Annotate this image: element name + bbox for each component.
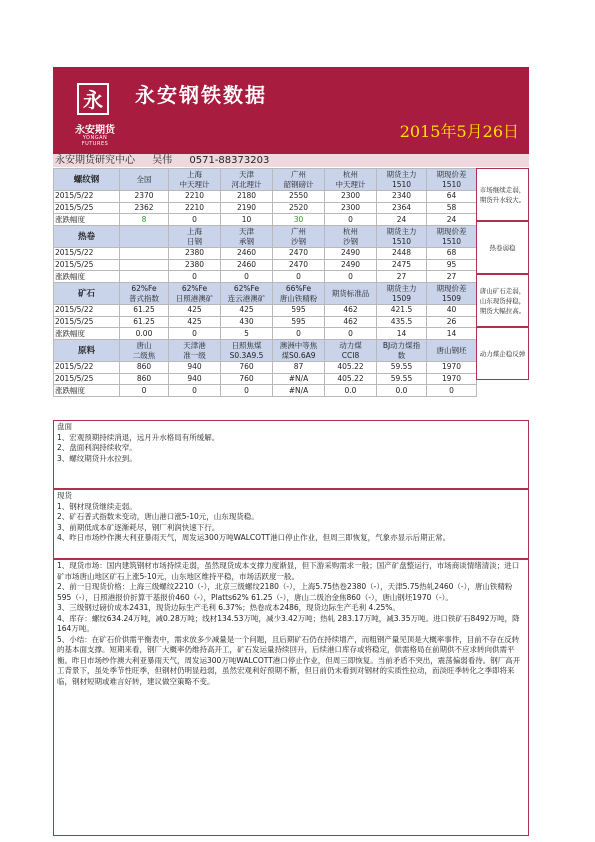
value-cell: 421.5 xyxy=(377,305,427,317)
price-table xyxy=(53,168,477,397)
section-label: 矿石 xyxy=(54,282,120,304)
value-cell: 405.22 xyxy=(325,362,377,374)
value-cell: 860 xyxy=(120,362,169,374)
row-date-cell: 2015/5/25 xyxy=(54,373,120,385)
text-line: 2、矿石普式指数未变动，唐山港口涨5-10元，山东现货稳。 xyxy=(57,512,259,521)
value-cell: 2550 xyxy=(273,191,325,203)
value-cell: 10 xyxy=(221,214,273,226)
value-cell: 425 xyxy=(169,305,221,317)
value-cell: 0 xyxy=(221,385,273,397)
table-row xyxy=(54,362,477,374)
value-cell: 14 xyxy=(427,328,477,340)
row-date-cell: 2015/5/22 xyxy=(54,362,120,374)
column-header: 期货主力 1510 xyxy=(377,169,427,191)
value-cell: 61.25 xyxy=(120,316,169,328)
text-line: 2、盘面利润持续收窄。 xyxy=(57,443,137,452)
value-cell: 760 xyxy=(221,373,273,385)
table-row xyxy=(54,385,477,397)
text-line: 4、昨日市场纱作澳大利亚暴雨天气，周发运300万吨WALCOTT港口停止作业，但周三即恢复，气象亦显示后期正常。 xyxy=(57,533,451,542)
logo-text-en: YONGAN FUTURES xyxy=(81,135,109,147)
row-date-cell: 2015/5/22 xyxy=(54,305,120,317)
column-header: 杭州 中天理计 xyxy=(325,169,377,191)
author-name: 吴伟 xyxy=(152,155,173,166)
value-cell: 0 xyxy=(427,385,477,397)
value-cell: 26 xyxy=(427,316,477,328)
value-cell: 2460 xyxy=(221,259,273,271)
column-header: 动力煤 CCI8 xyxy=(325,339,377,361)
value-cell: 0 xyxy=(169,328,221,340)
value-cell: 2380 xyxy=(169,248,221,260)
row-date-cell: 涨跌幅度 xyxy=(54,385,120,397)
value-cell: 2520 xyxy=(273,202,325,214)
column-header: 期现价差 1509 xyxy=(427,282,477,304)
value-cell: 2490 xyxy=(325,248,377,260)
row-date-cell: 涨跌幅度 xyxy=(54,328,120,340)
text-line: 3、三级钢过磅价成本2431，现货边际生产毛利 6.37%；热卷成本2486，现货边际生产毛利 4.25%。 xyxy=(57,603,400,612)
row-date-cell: 涨跌幅度 xyxy=(54,214,120,226)
column-header: 62%Fe 日照港澳矿 xyxy=(169,282,221,304)
value-cell: 0.0 xyxy=(325,385,377,397)
value-cell: 27 xyxy=(427,271,477,283)
column-header: 日照焦煤 S0.3A9.5 xyxy=(221,339,273,361)
value-cell: 0 xyxy=(221,271,273,283)
column-header: 期现价差 1510 xyxy=(427,225,477,247)
value-cell: 14 xyxy=(377,328,427,340)
value-cell: 2210 xyxy=(169,191,221,203)
table-row xyxy=(54,214,477,226)
text-line: 5、小结：在矿石价供需平衡表中，需求放多少减量是一个问题，且后期矿石仍在持续增产，而粗钢产量见顶是大概率事件，目前不存在反转的基本面支撑。短期来看，钢厂大概率仍维持高开工，矿石发运量持续回升，后续港口库存或将稳定，供需格局在前期供不应求转向供需平衡。昨日市场纱作澳大利亚暴雨天气，周发运300万吨WALCOTT港口停止作业，但周三即恢复。当前矛盾不突出，震荡偏弱看待。钢厂高开工背景下，虽处季节性旺季，但钢材仍明显趋弱，虽然宏观利好预期不断，但日前仍未看到对钢材的实质性拉动，而淡旺季转化之季即将来临，钢材短期或难言好转，建议做空策略不变。 xyxy=(57,634,521,686)
report-date: 2015年5月26日 xyxy=(399,122,519,141)
text-line: 1、现货市场：国内建筑钢材市场持续走弱，虽然现货成本支撑力度渐显，但下游采购需求一般；国产矿盘整运行，市场商谈情绪清淡；进口矿市场唐山地区矿石上涨5-10元，山东地区维持平稳，市场活跃度一般。 xyxy=(57,561,520,581)
value-cell: 68 xyxy=(427,248,477,260)
value-cell: 2362 xyxy=(120,202,169,214)
value-cell: 435.5 xyxy=(377,316,427,328)
value-cell: 1970 xyxy=(427,373,477,385)
value-cell: 2470 xyxy=(273,248,325,260)
futures-panel-title: 盘面 xyxy=(57,422,72,431)
text-line: 3、螺纹期货升水拉到。 xyxy=(57,453,137,463)
value-cell: 462 xyxy=(325,305,377,317)
value-cell: 59.55 xyxy=(377,362,427,374)
row-date-cell: 2015/5/22 xyxy=(54,248,120,260)
value-cell: 24 xyxy=(377,214,427,226)
value-cell: 30 xyxy=(273,214,325,226)
value-cell: 2190 xyxy=(221,202,273,214)
value-cell: 0.00 xyxy=(120,328,169,340)
column-header: 期现价差 1510 xyxy=(427,169,477,191)
value-cell: 0 xyxy=(325,328,377,340)
org-name: 永安期货研究中心 xyxy=(55,155,135,166)
value-cell xyxy=(120,271,169,283)
author-phone: 0571-88373203 xyxy=(189,155,270,166)
value-cell: 61.25 xyxy=(120,305,169,317)
text-line: 4、库存：螺纹634.24万吨，减0.28万吨；线材134.53万吨，减少3.42万吨；热轧 283.17万吨，减3.35万吨。进口铁矿石8492万吨，降164万吨。 xyxy=(57,613,520,633)
logo-mark-icon: 永 xyxy=(77,83,109,115)
section-header-row xyxy=(54,169,477,191)
value-cell: 940 xyxy=(169,373,221,385)
column-header: 澳洲中等焦 煤S0.6A9 xyxy=(273,339,325,361)
logo-text-cn: 永安期货 xyxy=(75,125,115,136)
table-row xyxy=(54,305,477,317)
row-date-cell: 2015/5/22 xyxy=(54,191,120,203)
value-cell: 2300 xyxy=(325,202,377,214)
value-cell: 940 xyxy=(169,362,221,374)
value-cell: 2460 xyxy=(221,248,273,260)
section-header-row xyxy=(54,282,477,304)
row-date-cell: 涨跌幅度 xyxy=(54,271,120,283)
table-row xyxy=(54,316,477,328)
value-cell: 8 xyxy=(120,214,169,226)
table-row xyxy=(54,191,477,203)
futures-panel xyxy=(53,420,529,489)
value-cell: 58 xyxy=(427,202,477,214)
column-header: 唐山钢坯 xyxy=(427,339,477,361)
column-header: 天津港 准一级 xyxy=(169,339,221,361)
value-cell: 2470 xyxy=(273,259,325,271)
column-header: BJ动力煤指 数 xyxy=(377,339,427,361)
value-cell: 405.22 xyxy=(325,373,377,385)
value-cell: 430 xyxy=(221,316,273,328)
column-header: 期货主力 1509 xyxy=(377,282,427,304)
column-header: 上海 日钢 xyxy=(169,225,221,247)
column-header: 期货标准品 xyxy=(325,282,377,304)
value-cell xyxy=(120,259,169,271)
column-header: 广州 沙钢 xyxy=(273,225,325,247)
author-line xyxy=(53,154,529,167)
value-cell: 0 xyxy=(169,385,221,397)
value-cell: 2448 xyxy=(377,248,427,260)
summary-panel xyxy=(53,559,529,836)
value-cell: 2340 xyxy=(377,191,427,203)
value-cell: 0 xyxy=(169,214,221,226)
table-row xyxy=(54,271,477,283)
value-cell: 2380 xyxy=(169,259,221,271)
text-line: 1、钢材现货继续走弱。 xyxy=(57,501,137,511)
section-header-row xyxy=(54,225,477,247)
value-cell xyxy=(120,248,169,260)
report-title: 永安钢铁数据 xyxy=(135,83,267,107)
value-cell: 64 xyxy=(427,191,477,203)
spot-panel-title: 现货 xyxy=(57,491,72,500)
section-label: 热卷 xyxy=(54,225,120,247)
row-date-cell: 2015/5/25 xyxy=(54,202,120,214)
section-comment: 唐山矿石走弱，山东现货持稳，期货大幅拉高。 xyxy=(476,274,529,327)
value-cell: 2490 xyxy=(325,259,377,271)
column-header: 广州 韶钢磅计 xyxy=(273,169,325,191)
value-cell: 59.55 xyxy=(377,373,427,385)
value-cell: 462 xyxy=(325,316,377,328)
value-cell: #N/A xyxy=(273,373,325,385)
section-header-row xyxy=(54,339,477,361)
column-header: 62%Fe 连云港澳矿 xyxy=(221,282,273,304)
value-cell: 2370 xyxy=(120,191,169,203)
value-cell: 0 xyxy=(325,271,377,283)
section-comment: 热卷弱稳 xyxy=(476,221,529,274)
text-line: 1、宏观预期持续消退，远月升水格局有所缓解。 xyxy=(57,432,220,442)
table-row xyxy=(54,202,477,214)
section-label: 螺纹钢 xyxy=(54,169,120,191)
section-label: 原料 xyxy=(54,339,120,361)
value-cell: 595 xyxy=(273,305,325,317)
section-comment: 市场继续走弱，期货升水较大。 xyxy=(476,168,529,221)
spot-panel xyxy=(53,489,529,559)
value-cell: #N/A xyxy=(273,385,325,397)
table-row xyxy=(54,328,477,340)
company-logo xyxy=(71,83,117,145)
value-cell: 0 xyxy=(273,271,325,283)
column-header: 上海 中天理计 xyxy=(169,169,221,191)
row-date-cell: 2015/5/25 xyxy=(54,316,120,328)
column-header: 杭州 沙钢 xyxy=(325,225,377,247)
column-header: 天津 承钢 xyxy=(221,225,273,247)
value-cell: 860 xyxy=(120,373,169,385)
text-line: 3、前期低成本矿逐渐耗尽，钢厂利润快速下行。 xyxy=(57,522,220,532)
value-cell: 95 xyxy=(427,259,477,271)
value-cell: 87 xyxy=(273,362,325,374)
table-row xyxy=(54,373,477,385)
column-header: 66%Fe 唐山铁精粉 xyxy=(273,282,325,304)
column-header xyxy=(120,225,169,247)
section-comment: 动力煤企稳反弹 xyxy=(476,327,529,380)
value-cell: 425 xyxy=(221,305,273,317)
value-cell: 27 xyxy=(377,271,427,283)
header-banner xyxy=(53,67,529,157)
table-row xyxy=(54,259,477,271)
value-cell: 0 xyxy=(325,214,377,226)
value-cell: 2210 xyxy=(169,202,221,214)
value-cell: 1970 xyxy=(427,362,477,374)
value-cell: 2300 xyxy=(325,191,377,203)
value-cell: 24 xyxy=(427,214,477,226)
value-cell: 2180 xyxy=(221,191,273,203)
value-cell: 595 xyxy=(273,316,325,328)
column-header: 62%Fe 普式指数 xyxy=(120,282,169,304)
value-cell: 425 xyxy=(169,316,221,328)
column-header: 天津 河北理计 xyxy=(221,169,273,191)
value-cell: 0.0 xyxy=(377,385,427,397)
column-header: 全国 xyxy=(120,169,169,191)
text-line: 2、前一日现货价格：上海三级螺纹2210（-），北京三级螺纹2180（-），上海5.75热卷2380（-），天津5.75热轧2460（-），唐山铁精粉595（-），日照港报价折算干基报价460（-），Platts62% 61.25（-），唐山二级冶金焦860（-），唐山钢坯1970（-）。 xyxy=(57,582,513,602)
column-header: 期货主力 1510 xyxy=(377,225,427,247)
value-cell: 2475 xyxy=(377,259,427,271)
value-cell: 40 xyxy=(427,305,477,317)
value-cell: 0 xyxy=(169,271,221,283)
value-cell: 760 xyxy=(221,362,273,374)
value-cell: 0 xyxy=(273,328,325,340)
table-row xyxy=(54,248,477,260)
row-date-cell: 2015/5/25 xyxy=(54,259,120,271)
value-cell: 5 xyxy=(221,328,273,340)
value-cell: 0 xyxy=(120,385,169,397)
column-header: 唐山 二级焦 xyxy=(120,339,169,361)
value-cell: 2364 xyxy=(377,202,427,214)
